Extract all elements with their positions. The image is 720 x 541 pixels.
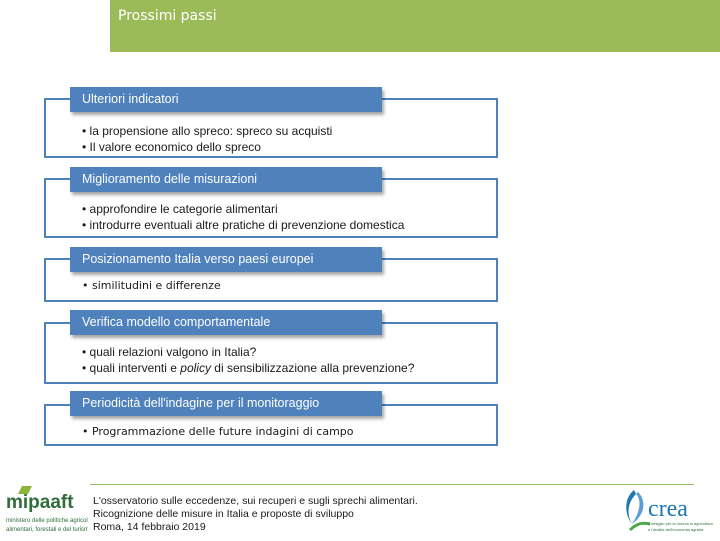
- crea-caption: e l'analisi dell'economia agraria: [648, 527, 704, 532]
- block-posizionamento-italia: [44, 244, 498, 302]
- bullet-item: [82, 360, 414, 376]
- block-header: Verifica modello comportamentale: [70, 310, 382, 335]
- bullet-item: • Il valore economico dello spreco: [82, 140, 261, 154]
- bullet-item: • quali relazioni valgono in Italia?: [82, 345, 257, 359]
- bullet-list: [82, 201, 404, 233]
- block-header: Periodicità dell'indagine per il monitoraggio: [70, 391, 382, 416]
- crea-logo: [620, 484, 716, 536]
- block-header: Miglioramento delle misurazioni: [70, 167, 382, 192]
- bullet-item: • Programmazione delle future indagini di campo: [82, 425, 354, 438]
- block-miglioramento-misurazioni: [44, 164, 498, 238]
- bullet-text: • quali interventi e: [82, 361, 181, 375]
- block-header: Ulteriori indicatori: [70, 87, 382, 112]
- bullet-list: [82, 123, 332, 155]
- footer-line-2: Ricognizione delle misure in Italia e proposte di sviluppo: [93, 508, 354, 520]
- mipaaft-caption: alimentari, forestali e del turismo: [6, 527, 88, 533]
- footer-text: [93, 495, 418, 534]
- bullet-list: [82, 278, 221, 294]
- block-verifica-modello: [44, 308, 498, 384]
- bullet-text: di sensibilizzazione alla prevenzione?: [210, 361, 415, 375]
- block-ulteriori-indicatori: [44, 86, 498, 158]
- mipaaft-wordmark: mipaaft: [6, 492, 74, 513]
- footer-line-3: Roma, 14 febbraio 2019: [93, 521, 206, 533]
- footer-line-1: L'osservatorio sulle eccedenze, sui recuperi e sugli sprechi alimentari.: [93, 495, 418, 507]
- bullet-emphasis: policy: [180, 361, 211, 375]
- mipaaft-logo: [4, 484, 88, 536]
- bullet-list: [82, 424, 354, 440]
- block-periodicita-indagine: [44, 390, 498, 446]
- bullet-item: • approfondire le categorie alimentari: [82, 202, 278, 216]
- bullet-list: [82, 344, 414, 376]
- slide-title: Prossimi passi: [118, 8, 217, 24]
- title-bar: [110, 0, 720, 52]
- mipaaft-caption: ministero delle politiche agricole: [6, 518, 88, 524]
- crea-caption: Consiglio per la ricerca in agricoltura: [648, 521, 713, 526]
- footer-divider: [90, 484, 694, 485]
- bullet-item: • introdurre eventuali altre pratiche di prevenzione domestica: [82, 218, 405, 232]
- bullet-item: • similitudini e differenze: [82, 279, 221, 292]
- crea-wordmark: crea: [648, 496, 688, 522]
- bullet-item: • la propensione allo spreco: spreco su acquisti: [82, 124, 333, 138]
- block-header: Posizionamento Italia verso paesi europei: [70, 247, 382, 272]
